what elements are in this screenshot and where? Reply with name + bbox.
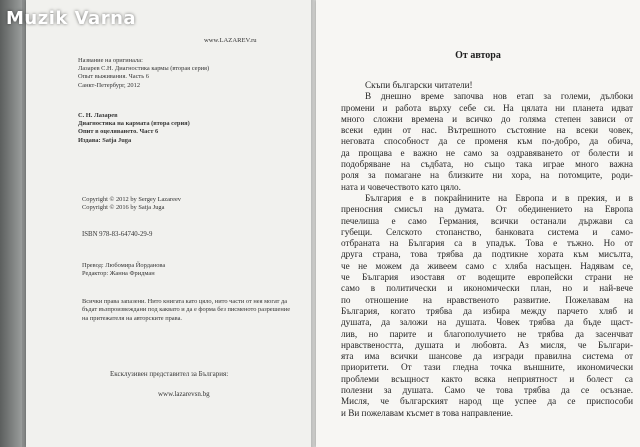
foreword-line: полезни за душата. Само че това трябва да се осъзнае. <box>341 385 633 396</box>
foreword-line: всеки един от нас. Вътрешното състояние на всеки човек, <box>341 125 633 136</box>
isbn: ISBN 978-83-64740-29-9 <box>82 231 153 238</box>
original-line: Название на оригинала: <box>78 57 143 64</box>
rights-line: бъдат възпроизвеждани под каквато и да е форма без писменото разрешение <box>82 306 291 314</box>
foreword-line: много сложни времена и всичко до голяма степен зависи от <box>341 113 633 124</box>
foreword-line: губещи. Селското стопанство, банковата система и само- <box>341 226 633 237</box>
foreword-line: и Ви пожелавам късмет в това направление. <box>341 407 513 418</box>
copyright-line: Copyright © 2012 by Sergey Lazareev <box>82 196 181 203</box>
bg-line: Издава: Satja Juga <box>78 136 132 144</box>
foreword-line: отбраната на България са в упадък. Това е тъжно. Но от <box>341 238 633 249</box>
foreword-line: Скъпи български читатели! <box>365 80 473 90</box>
foreword-line: само в политически и икономически план, но и най-вече <box>341 283 633 294</box>
watermark-text: Muzik Varna <box>6 8 137 29</box>
foreword-line: друга страна, това трябва да подтикне хората към мисълта, <box>341 249 633 260</box>
foreword-line: преносния смисъл на думата. От обединението на Европа <box>341 204 633 215</box>
editor-line: Редактор: Жанна Фридман <box>82 270 155 278</box>
original-line: Лазарев С.Н. Диагностика кармы (вторая серия) <box>78 65 210 73</box>
foreword-line: че не можем да живеем само с хляба насъщен. Надявам се, <box>341 260 633 271</box>
page-title: От автора <box>455 50 501 61</box>
foreword-line: лив, но парите и благополучието не трябва да засенчват <box>341 328 633 339</box>
foreword-line: ната и човечеството като цяло. <box>341 181 461 192</box>
bg-line: С. Н. Лазарев <box>78 112 118 119</box>
translator-line: Превод: Любомира Йорданова <box>82 262 166 269</box>
foreword-line: да прощава е важно не само за оздравяването от болести и <box>341 147 633 158</box>
original-line: Санкт-Петербург, 2012 <box>78 81 141 89</box>
foreword-line: че България изоставя от водещите европейски страни не <box>341 272 633 283</box>
foreword-line: В днешно време започва нов етап за големи, дълбоки <box>365 91 633 102</box>
foreword-line: промени и работа върху себе си. На цялата ни планета идват <box>341 102 633 113</box>
foreword-line: ята има всички шансове да изгради правилна система от <box>341 351 633 362</box>
foreword-line: роля за помагане на близките ни хора, на потомците, роди- <box>341 170 633 181</box>
bg-line: Опит в оцеляването. Част 6 <box>78 128 159 136</box>
foreword-line: подобряване на съдбата, но също така играе много важна <box>341 159 633 170</box>
foreword-line: приоритети. От тази гледна точка външните, икономически <box>341 362 633 373</box>
foreword-line: нравствеността, душата и любовта. Аз мисля, че Българи- <box>341 339 633 350</box>
credits-block <box>82 262 165 278</box>
site-url-top: www.LAZAREV.ru <box>204 37 257 44</box>
foreword-line: проблеми всъщност както всяка неприятност и болест са <box>341 373 633 384</box>
original-line: Опыт выживания. Часть 6 <box>78 73 149 81</box>
foreword-line: печелиша е само Германия, всички останали държави са <box>341 215 633 226</box>
book-edge-shadow <box>0 0 22 447</box>
rights-line: на притежателя на авторските права. <box>82 314 183 322</box>
site-url-bottom: www.lazarevsn.bg <box>158 390 210 398</box>
foreword-line: България е в покрайнините на Европа и в прекия, и в <box>365 192 633 203</box>
original-title-block <box>78 57 209 90</box>
bg-line: Диагностика на кармата (втора серия) <box>78 120 190 128</box>
rights-notice <box>82 298 290 323</box>
foreword-line: България, когато трябва да избира между парчето хляб и <box>341 305 633 316</box>
foreword-line: Мисля, че българският народ ще успее да се приспособи <box>341 396 633 407</box>
bulgarian-title-block <box>78 112 190 145</box>
foreword-line: по отношение на нравственото развитие. Пожелавам на <box>341 294 633 305</box>
copyright-block <box>82 196 181 212</box>
rights-line: Всички права запазени. Нито книгата като цяло, нито части от нея могат да <box>82 298 288 305</box>
foreword-body <box>341 80 633 419</box>
foreword-line: неговата способност да се променя към по-добро, да обича, <box>341 136 633 147</box>
exclusive-representative: Ексклузивен представител за България: <box>110 370 229 378</box>
copyright-line: Copyright © 2016 by Satja Juga <box>82 204 165 212</box>
foreword-line: душата, да заложи на душата. Човек трябва да бъде щаст- <box>341 317 633 328</box>
